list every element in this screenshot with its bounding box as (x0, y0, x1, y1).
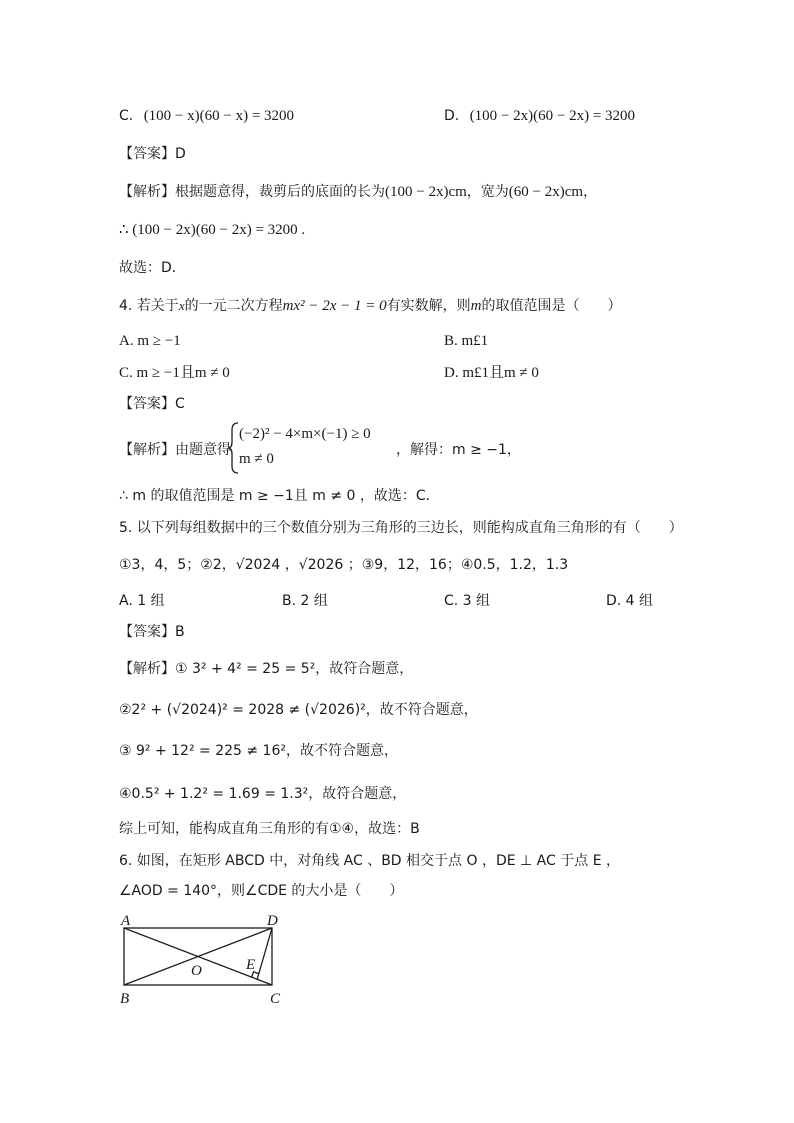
q4-option-d: D. m£1且m ≠ 0 (444, 365, 539, 381)
variable-x: x (178, 298, 185, 313)
q5-stem: 5. 以下列每组数据中的三个数值分别为三角形的三边长，则能构成直角三角形的有（ ） (119, 520, 683, 536)
q5-option-d: D. 4 组 (606, 593, 654, 609)
label-b: B (120, 991, 130, 1007)
q5-analysis-4: ④0.5² + 1.2² = 1.69 = 1.3²，故符合题意， (119, 786, 407, 802)
q5-analysis-1: 【解析】① 3² + 4² = 25 = 5²，故符合题意， (119, 661, 414, 677)
q4-option-c: C. m ≥ −1且m ≠ 0 (119, 365, 230, 381)
q3-therefore: ∴ (100 − 2x)(60 − 2x) = 3200 . (119, 222, 306, 238)
stem-text: 的一元二次方程 (184, 298, 283, 314)
width-expression: (60 − 2x)cm (508, 184, 584, 200)
analysis-text: ， (583, 184, 598, 200)
system-row-2: m ≠ 0 (239, 451, 274, 467)
option-label: C. (119, 108, 134, 124)
stem-text: 的取值范围是（ ） (481, 298, 622, 314)
option-expression: (100 − 2x)(60 − 2x) = 3200 (469, 108, 636, 124)
q6-stem-1: 6. 如图，在矩形 ABCD 中，对角线 AC 、BD 相交于点 O ，DE ⊥ AC 于点 E ， (119, 853, 620, 869)
q5-groups: ①3，4，5；②2，√2024 ，√2026 ；③9，12，16；④0.5，1.2，1.3 (119, 557, 569, 573)
q5-analysis-2: ②2² + (√2024)² = 2028 ≠ (√2026)²，故不符合题意， (119, 702, 478, 718)
q3-option-d (444, 106, 635, 126)
q5-option-b: B. 2 组 (282, 593, 328, 609)
stem-text: 有实数解，则 (386, 298, 471, 314)
q4-option-b: B. m£1 (444, 333, 489, 349)
q3-choose: 故选：D． (119, 260, 186, 276)
variable-m: m (470, 298, 482, 314)
q5-summary: 综上可知，能构成直角三角形的有①④，故选：B (119, 821, 420, 837)
length-expression: (100 − 2x)cm (385, 184, 467, 200)
q3-option-c (119, 106, 294, 126)
q3-analysis (119, 182, 597, 202)
system-row-1: (−2)² − 4×m×(−1) ≥ 0 (239, 426, 371, 442)
q4-answer: 【答案】C (119, 396, 185, 412)
q4-option-a: A. m ≥ −1 (119, 333, 181, 349)
rectangle-diagram (112, 908, 292, 1008)
quadratic-equation: mx² − 2x − 1 = 0 (282, 298, 387, 314)
q3-answer: 【答案】D (119, 146, 186, 162)
label-e: E (246, 957, 256, 973)
q4-conclusion: ∴ m 的取值范围是 m ≥ −1且 m ≠ 0 ，故选：C． (119, 488, 440, 504)
segment-de (257, 928, 272, 980)
q4-stem (119, 296, 621, 316)
q5-analysis-3: ③ 9² + 12² = 225 ≠ 16²，故不符合题意， (119, 743, 398, 759)
q4-solve: ，解得：m ≥ −1， (396, 442, 521, 458)
label-d: D (267, 913, 278, 929)
q5-answer: 【答案】B (119, 624, 185, 640)
q5-option-a: A. 1 组 (119, 593, 165, 609)
label-o: O (191, 963, 202, 979)
analysis-text: ，宽为 (466, 184, 509, 200)
stem-text: 4. 若关于 (119, 298, 179, 314)
option-label: D. (444, 108, 460, 124)
analysis-text: 【解析】根据题意得，裁剪后的底面的长为 (119, 184, 385, 200)
option-expression: (100 − x)(60 − x) = 3200 (143, 108, 295, 124)
q4-analysis-prefix: 【解析】由题意得 (119, 442, 231, 458)
label-a: A (121, 913, 131, 929)
q5-option-c: C. 3 组 (444, 593, 491, 609)
label-c: C (270, 991, 281, 1007)
q6-stem-2: ∠AOD = 140°，则∠CDE 的大小是（ ） (119, 883, 404, 899)
